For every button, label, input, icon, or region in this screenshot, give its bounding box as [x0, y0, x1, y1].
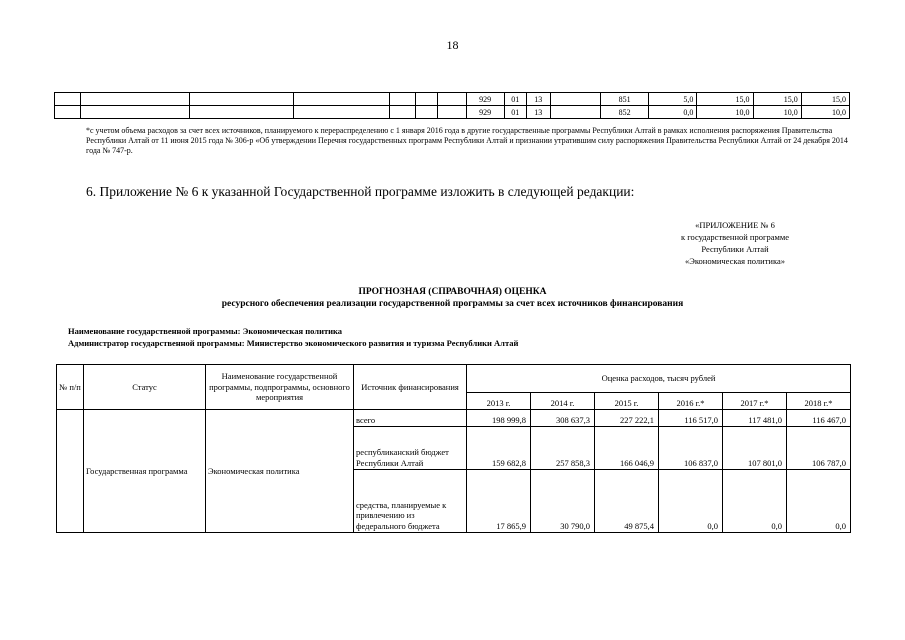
title-line: ПРОГНОЗНАЯ (СПРАВОЧНАЯ) ОЦЕНКА	[358, 287, 547, 297]
table-cell: 01	[504, 106, 526, 119]
table-row	[55, 106, 850, 119]
source-cell: республиканский бюджет Республики Алтай	[354, 427, 467, 470]
table-cell: 851	[601, 93, 649, 106]
program-admin-line: Администратор государственной программы: Министерство экономического развития и туризма Республики Алтай	[68, 338, 519, 348]
value-cell: 106 787,0	[787, 427, 851, 470]
table-cell: 13	[526, 93, 550, 106]
value-cell: 116 517,0	[659, 410, 723, 427]
table-cell: 13	[526, 106, 550, 119]
header-status: Статус	[84, 365, 206, 410]
table-cell: 10,0	[801, 106, 849, 119]
year-header: 2017 г.*	[723, 393, 787, 410]
table-cell: 10,0	[753, 106, 801, 119]
page-number: 18	[446, 38, 459, 52]
value-cell: 30 790,0	[531, 470, 595, 533]
table-cell: 15,0	[753, 93, 801, 106]
header-estimate: Оценка расходов, тысяч рублей	[467, 365, 851, 393]
document-title	[0, 286, 905, 310]
header-row	[57, 365, 851, 393]
value-cell: 17 865,9	[467, 470, 531, 533]
value-cell: 308 637,3	[531, 410, 595, 427]
value-cell: 0,0	[723, 470, 787, 533]
footnote: *с учетом объема расходов за счет всех источников, планируемого к перераспределению с 1 января 2016 года в другие государственные программы Республики Алтай в рамках исполнения распоряжения Правительства Республики Алтай от 11 июня 2015 года № 306-р «Об утверждении Перечня государственных программ Республики Алтай и признании утратившим силу распоряжения Правительства Республики Алтай от 24 декабря 2014 года № 747-р.	[86, 126, 848, 155]
value-cell: 49 875,4	[595, 470, 659, 533]
value-cell: 198 999,8	[467, 410, 531, 427]
appendix-line: Республики Алтай	[701, 244, 769, 254]
value-cell: 166 046,9	[595, 427, 659, 470]
continuation-table	[54, 92, 850, 119]
header-name: Наименование государственной программы, подпрограммы, основного мероприятия	[206, 365, 354, 410]
program-name-line: Наименование государственной программы: Экономическая политика	[68, 326, 343, 336]
appendix-line: «Экономическая политика»	[685, 256, 785, 266]
status-cell: Государственная программа	[84, 410, 206, 533]
header-num: № п/п	[57, 365, 84, 410]
table-cell: 852	[601, 106, 649, 119]
resource-estimate-table	[56, 364, 851, 533]
header-source: Источник финансирования	[354, 365, 467, 410]
year-header: 2016 г.*	[659, 393, 723, 410]
value-cell: 257 858,3	[531, 427, 595, 470]
appendix-line: к государственной программе	[680, 232, 790, 242]
value-cell: 106 837,0	[659, 427, 723, 470]
value-cell: 0,0	[787, 470, 851, 533]
num-cell	[57, 410, 84, 533]
year-header: 2015 г.	[595, 393, 659, 410]
table-cell: 929	[466, 93, 504, 106]
table-row	[57, 410, 851, 427]
value-cell: 116 467,0	[787, 410, 851, 427]
table-cell: 01	[504, 93, 526, 106]
table-cell: 15,0	[801, 93, 849, 106]
name-cell: Экономическая политика	[206, 410, 354, 533]
program-info	[68, 325, 518, 349]
section-heading: 6. Приложение № 6 к указанной Государственной программе изложить в следующей редакции:	[86, 184, 635, 199]
year-header: 2014 г.	[531, 393, 595, 410]
value-cell: 0,0	[659, 470, 723, 533]
value-cell: 227 222,1	[595, 410, 659, 427]
table-cell: 5,0	[649, 93, 697, 106]
table-cell: 0,0	[649, 106, 697, 119]
table-cell: 15,0	[697, 93, 753, 106]
value-cell: 107 801,0	[723, 427, 787, 470]
year-header: 2013 г.	[467, 393, 531, 410]
appendix-line: «ПРИЛОЖЕНИЕ № 6	[695, 220, 775, 230]
table-cell: 10,0	[697, 106, 753, 119]
value-cell: 159 682,8	[467, 427, 531, 470]
source-cell: средства, планируемые к привлечению из федерального бюджета	[354, 470, 467, 533]
appendix-reference	[640, 219, 830, 267]
year-header: 2018 г.*	[787, 393, 851, 410]
title-line: ресурсного обеспечения реализации государственной программы за счет всех источников финансирования	[221, 299, 684, 309]
table-row	[55, 93, 850, 106]
source-cell: всего	[354, 410, 467, 427]
value-cell: 117 481,0	[723, 410, 787, 427]
table-cell: 929	[466, 106, 504, 119]
